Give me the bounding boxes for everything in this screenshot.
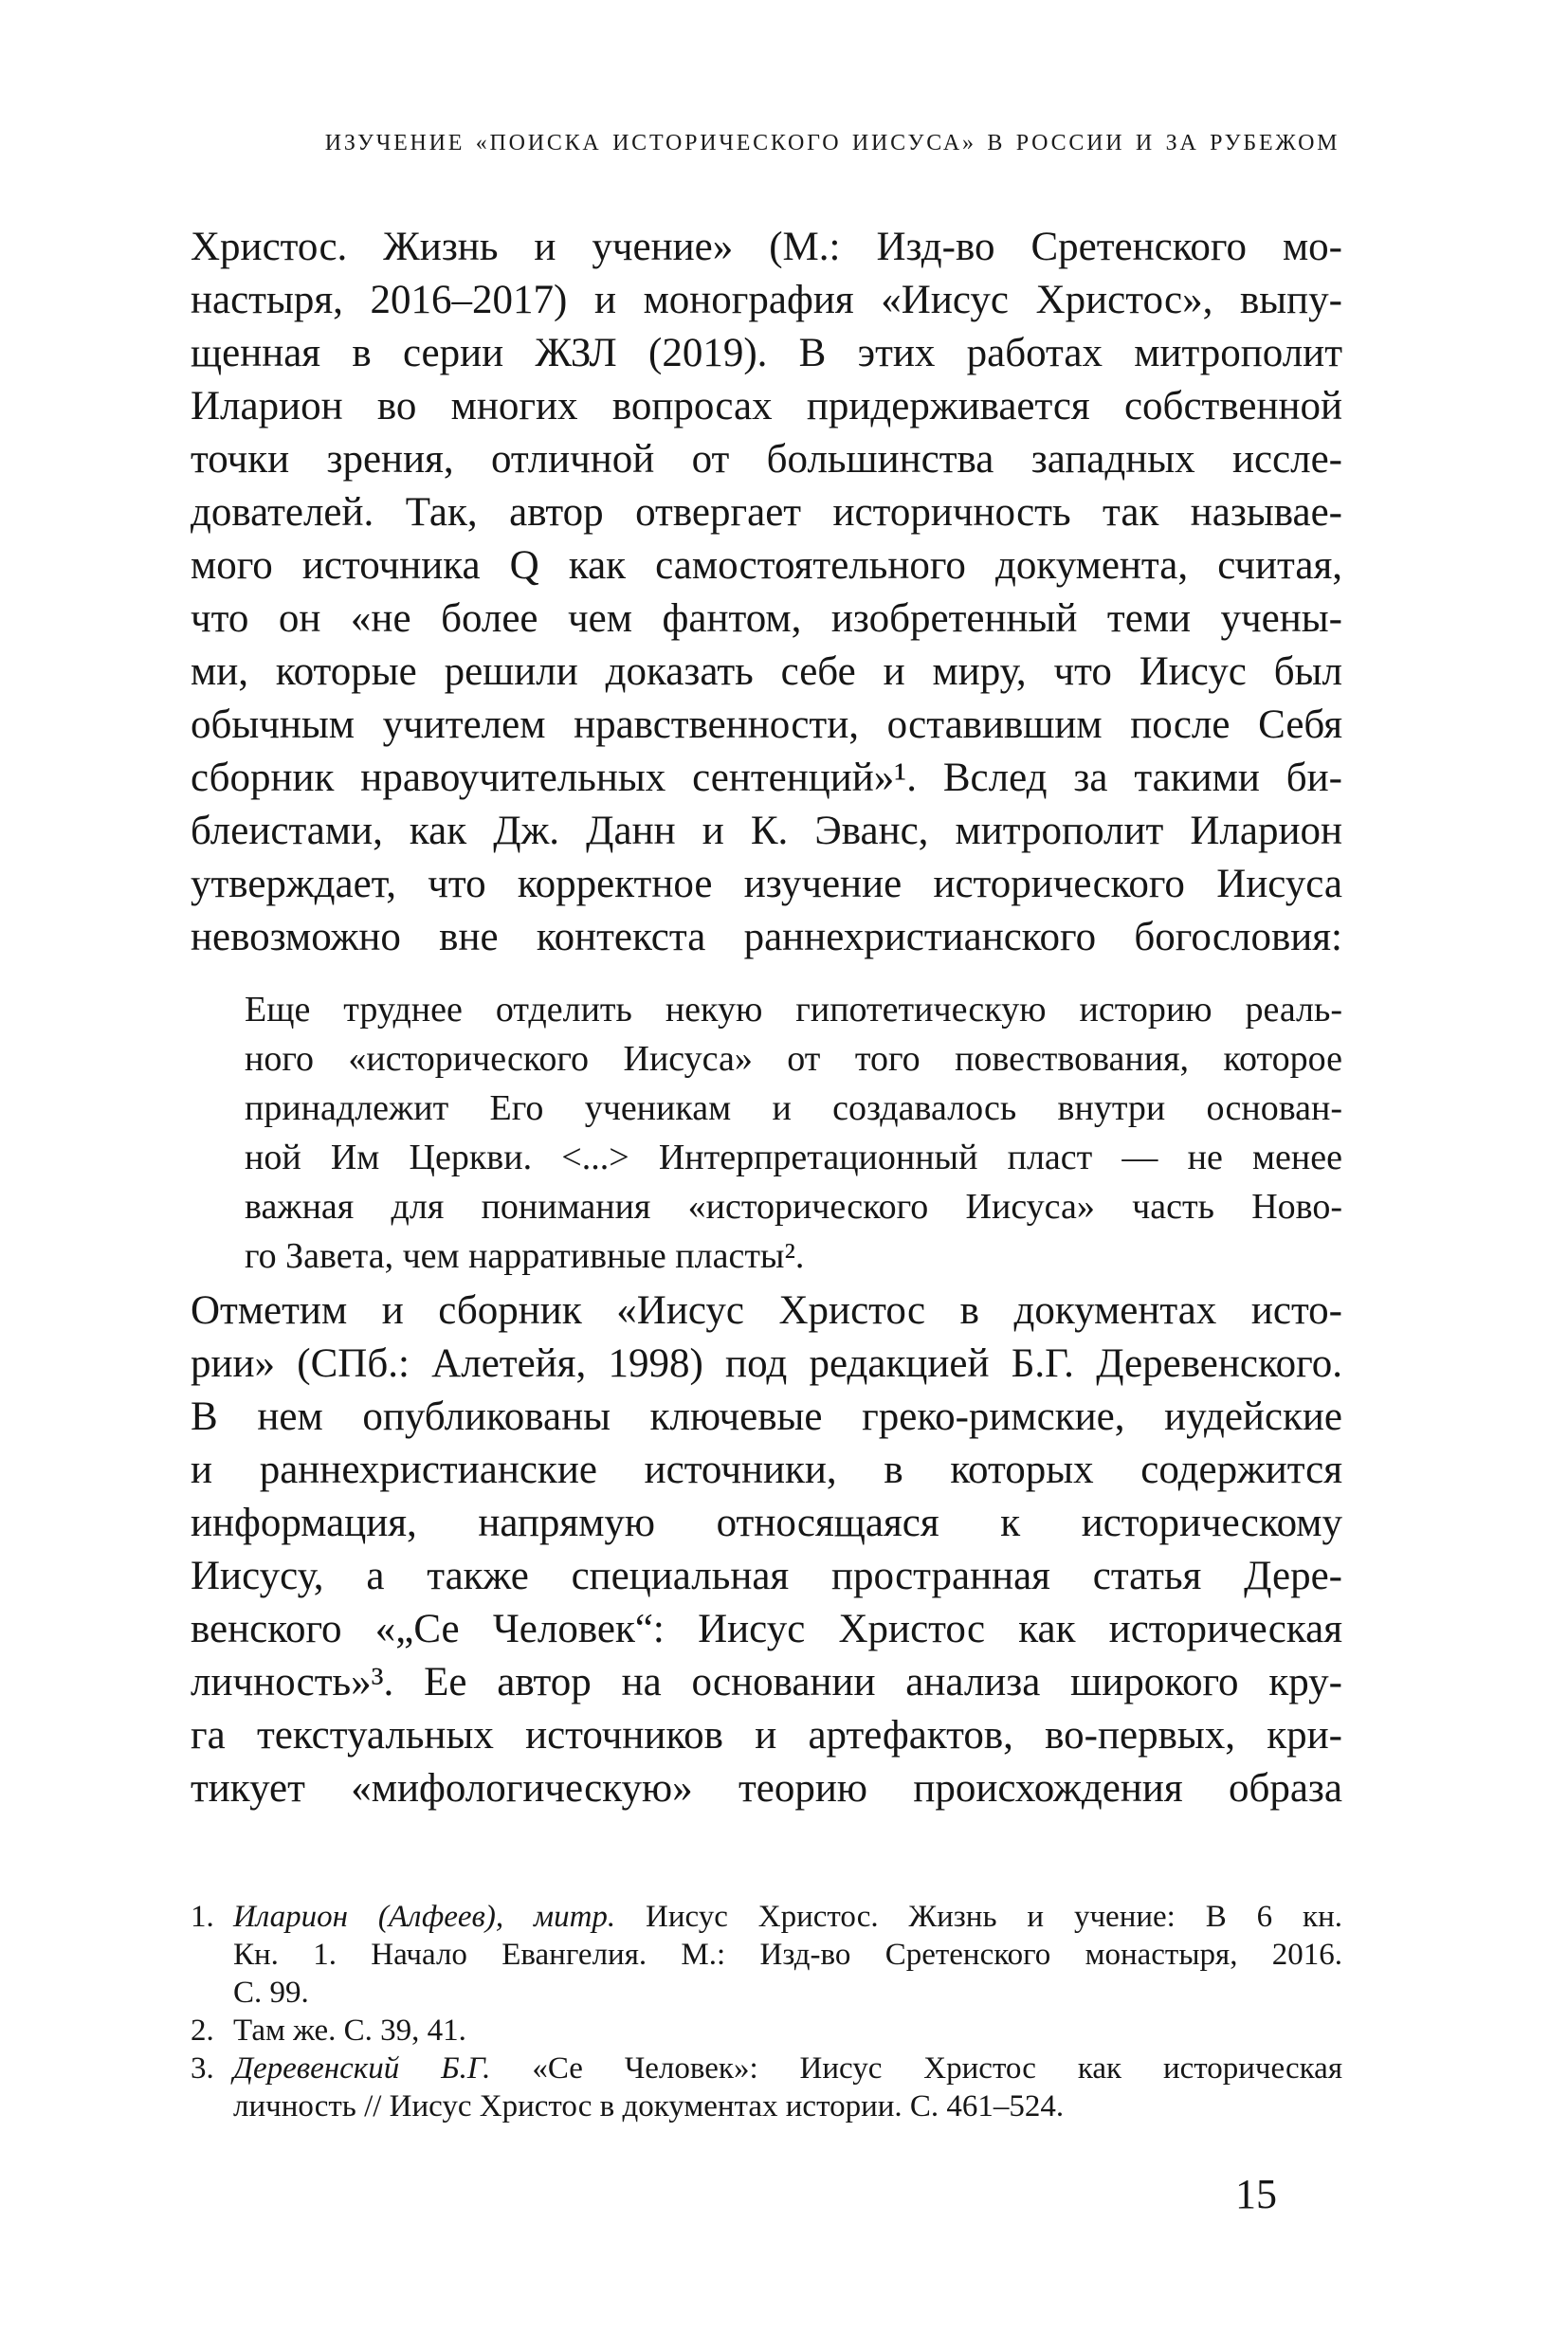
text-line: Иисусу, а также специальная пространная статья Дере- [191,1554,1342,1598]
text-line [233,2087,1342,2125]
text-line: венского «„Се Человек“: Иисус Христос как историческая [191,1607,1342,1651]
text-line: рии» (СПб.: Алетейя, 1998) под редакцией Б.Г. Деревенского. [191,1341,1342,1386]
text-line: сборник нравоучительных сентенций»¹. Вслед за такими би- [191,756,1342,800]
text-line: В нем опубликованы ключевые греко-римские, иудейские [191,1394,1342,1439]
text-line [233,2050,1342,2087]
text-line: информация, напрямую относящаяся к историческому [191,1501,1342,1545]
italic-text-segment: Иларион (Алфеев), митр. [233,1900,616,1934]
text-line: га текстуальных источников и артефактов, во-первых, кри- [191,1713,1342,1758]
footnote-item [191,2050,1342,2125]
text-line: и раннехристианские источники, в которых содержится [191,1448,1342,1492]
text-line: невозможно вне контекста раннехристианского богословия: [191,915,1342,959]
text-line: ми, которые решили доказать себе и миру, что Иисус был [191,649,1342,694]
text-segment: «Се Человек»: Иисус Христос как историческая [490,2051,1342,2086]
text-segment: личность // Иисус Христос в документах истории. С. 461–524. [233,2089,1065,2123]
text-line: ной Им Церкви. <...> Интерпретационный пласт — не менее [245,1138,1342,1177]
text-line: Еще труднее отделить некую гипотетическую историю реаль- [245,990,1342,1030]
footnote-marker: 3. [191,2051,214,2086]
text-line: утверждает, что корректное изучение исторического Иисуса [191,862,1342,906]
text-line [233,1936,1342,1974]
text-segment: Кн. 1. Начало Евангелия. М.: Изд-во Сретенского монастыря, 2016. [233,1938,1342,1972]
text-line: настыря, 2016–2017) и монография «Иисус Христос», выпу- [191,278,1342,322]
text-line: Христос. Жизнь и учение» (М.: Изд-во Сретенского мо- [191,225,1342,269]
text-line: принадлежит Его ученикам и создавалось внутри основан- [245,1088,1342,1128]
footnotes-block [191,1898,1342,2125]
paragraph-continuation [191,221,1342,964]
footnote-item [191,1898,1342,2012]
text-line: блеистами, как Дж. Данн и К. Эванс, митрополит Иларион [191,809,1342,853]
page-body [191,0,1342,2125]
text-line: го Завета, чем нарративные пласты². [245,1236,805,1276]
text-line: обычным учителем нравственности, оставившим после Себя [191,702,1342,747]
text-segment: С. 99. [233,1976,309,2010]
text-line: личность»³. Ее автор на основании анализа широкого кру- [191,1660,1342,1704]
page-number: 15 [1235,2171,1277,2217]
text-line: Отметим и сборник «Иисус Христос в документах исто- [191,1288,1342,1333]
text-line: точки зрения, отличной от большинства западных иссле- [191,437,1342,482]
text-line: мого источника Q как самостоятельного документа, считая, [191,543,1342,588]
text-segment: Там же. С. 39, 41. [233,2014,466,2048]
text-line: ного «исторического Иисуса» от того повествования, которое [245,1039,1342,1079]
text-line [233,2012,1342,2050]
text-line [233,1974,1342,2012]
paragraph-second [191,1285,1342,1815]
text-line: щенная в серии ЖЗЛ (2019). В этих работах митрополит [191,331,1342,375]
footnote-marker: 2. [191,2014,214,2048]
text-line: что он «не более чем фантом, изобретенный теми учены- [191,596,1342,641]
footnote-marker: 1. [191,1900,214,1934]
text-line: дователей. Так, автор отвергает историчность так называе- [191,490,1342,535]
text-line: Иларион во многих вопросах придерживается собственной [191,384,1342,428]
text-line: важная для понимания «исторического Иисуса» часть Ново- [245,1187,1342,1227]
footnote-item [191,2012,1342,2050]
running-header: ИЗУЧЕНИЕ «ПОИСКА ИСТОРИЧЕСКОГО ИИСУСА» В РОССИИ И ЗА РУБЕЖОМ [324,131,1340,155]
text-segment: Иисус Христос. Жизнь и учение: В 6 кн. [615,1900,1342,1934]
text-line [233,1898,1342,1936]
text-line: тикует «мифологическую» теорию происхождения образа [191,1766,1342,1811]
block-quote [245,985,1342,1281]
italic-text-segment: Деревенский Б.Г. [233,2051,491,2086]
